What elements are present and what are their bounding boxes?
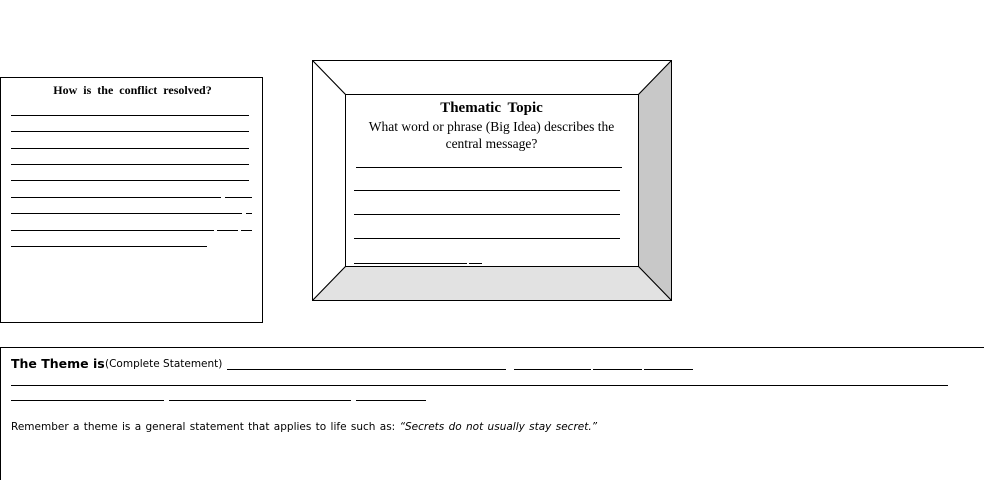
theme-reminder — [11, 421, 597, 433]
conflict-question-title: How is the conflict resolved? — [53, 83, 212, 97]
theme-writing-line[interactable] — [356, 400, 426, 401]
theme-writing-line[interactable] — [644, 369, 693, 370]
writing-line[interactable] — [246, 213, 252, 214]
thematic-topic-frame — [312, 60, 672, 301]
writing-line[interactable] — [469, 263, 482, 264]
theme-writing-line[interactable] — [169, 400, 351, 401]
writing-line[interactable] — [11, 131, 249, 132]
writing-line[interactable] — [11, 180, 249, 181]
writing-line[interactable] — [11, 246, 207, 247]
writing-line[interactable] — [354, 214, 620, 215]
reminder-text: Remember a theme is a general statement that applies to life such as: — [11, 421, 396, 433]
writing-line[interactable] — [11, 230, 214, 231]
theme-statement-box — [0, 347, 984, 480]
thematic-topic-title: Thematic Topic — [440, 100, 543, 116]
theme-writing-line[interactable] — [593, 369, 642, 370]
theme-writing-line[interactable] — [514, 369, 591, 370]
theme-hint: (Complete Statement) — [105, 358, 223, 370]
theme-label: The Theme is — [11, 356, 105, 371]
writing-line[interactable] — [225, 197, 252, 198]
writing-line[interactable] — [11, 213, 242, 214]
writing-line[interactable] — [11, 164, 249, 165]
writing-line[interactable] — [241, 230, 252, 231]
theme-writing-line[interactable] — [11, 400, 164, 401]
writing-line[interactable] — [356, 167, 622, 168]
thematic-topic-panel — [345, 94, 638, 266]
writing-line[interactable] — [354, 263, 467, 264]
theme-example: “Secrets do not usually stay secret.” — [399, 421, 598, 433]
thematic-topic-question: What word or phrase (Big Idea) describes the central message? — [368, 119, 615, 151]
writing-line[interactable] — [354, 238, 620, 239]
theme-writing-line[interactable] — [11, 385, 948, 386]
theme-writing-line[interactable] — [227, 369, 506, 370]
writing-line[interactable] — [354, 190, 620, 191]
writing-line[interactable] — [11, 197, 221, 198]
conflict-resolution-box — [0, 77, 263, 323]
writing-line[interactable] — [11, 148, 249, 149]
writing-line[interactable] — [217, 230, 238, 231]
writing-line[interactable] — [11, 115, 249, 116]
